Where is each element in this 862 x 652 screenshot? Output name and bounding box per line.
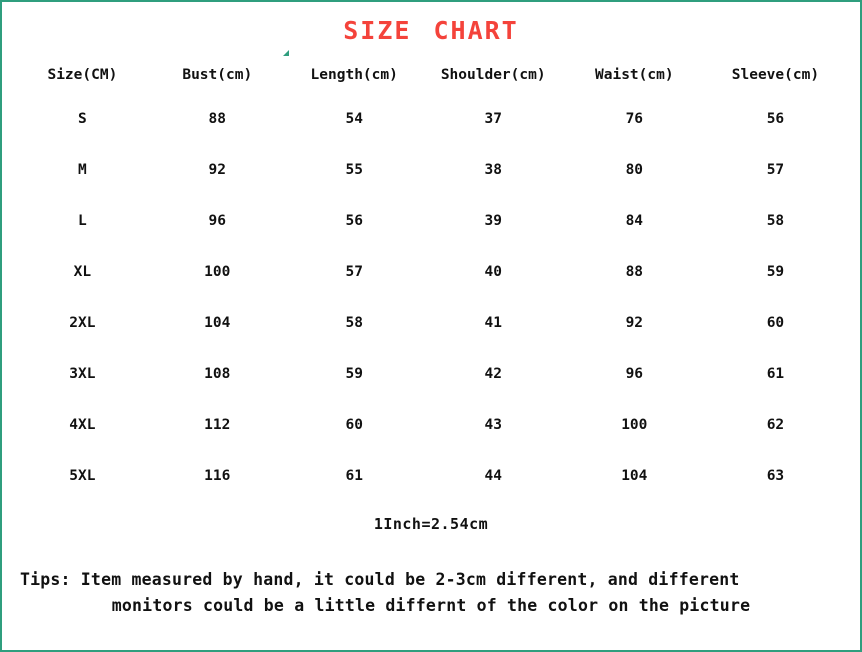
cell-bust: 92 <box>208 161 226 178</box>
inch-conversion-note: 1Inch=2.54cm <box>373 515 489 533</box>
cell-length: 56 <box>345 212 363 229</box>
cell-size: M <box>78 161 87 178</box>
cell-bust: 100 <box>204 263 231 280</box>
cell-size: 2XL <box>69 314 96 331</box>
cell-bust: 112 <box>204 416 231 433</box>
cell-size: S <box>78 110 87 127</box>
cell-bust: 88 <box>208 110 226 127</box>
cell-bust: 104 <box>204 314 231 331</box>
cell-length: 55 <box>345 161 363 178</box>
column-header-shoulder: Shoulder(cm) <box>440 67 546 83</box>
table-row <box>16 348 846 399</box>
cell-length: 58 <box>345 314 363 331</box>
table-row <box>16 297 846 348</box>
cell-waist: 96 <box>625 365 644 382</box>
cell-shoulder: 44 <box>484 467 502 484</box>
cell-waist: 76 <box>625 110 644 127</box>
cell-sleeve: 62 <box>766 416 785 433</box>
cell-waist: 84 <box>625 212 644 229</box>
cell-bust: 108 <box>204 365 231 382</box>
cell-shoulder: 38 <box>484 161 502 178</box>
table-row <box>16 93 846 144</box>
cell-shoulder: 39 <box>484 212 502 229</box>
table-row <box>16 450 846 501</box>
cell-length: 59 <box>345 365 363 382</box>
cell-bust: 116 <box>204 467 231 484</box>
table-row <box>16 195 846 246</box>
cell-size: L <box>78 212 87 229</box>
cell-waist: 92 <box>625 314 644 331</box>
tips-line-1: Tips: Item measured by hand, it could be 2-3cm different, and different <box>20 570 740 589</box>
tips-line-2: monitors could be a little differnt of the color on the picture <box>111 596 751 615</box>
cell-sleeve: 59 <box>766 263 785 280</box>
cell-sleeve: 61 <box>766 365 785 382</box>
cell-length: 57 <box>345 263 363 280</box>
column-header-size: Size(CM) <box>47 67 118 83</box>
size-chart-table <box>16 61 846 501</box>
cell-length: 60 <box>345 416 363 433</box>
cell-length: 54 <box>345 110 363 127</box>
cell-size: 5XL <box>69 467 96 484</box>
cell-size: 4XL <box>69 416 96 433</box>
cell-bust: 96 <box>208 212 226 229</box>
tips-block <box>20 567 842 619</box>
table-header-row <box>16 61 846 93</box>
page-title-part1: SIZE <box>343 16 412 45</box>
cell-sleeve: 57 <box>766 161 785 178</box>
cell-sleeve: 56 <box>766 110 785 127</box>
column-header-sleeve: Sleeve(cm) <box>731 67 820 83</box>
table-row <box>16 246 846 297</box>
cell-waist: 88 <box>625 263 644 280</box>
page-title <box>2 16 860 45</box>
table-row <box>16 399 846 450</box>
cell-waist: 100 <box>621 416 648 433</box>
column-header-length: Length(cm) <box>310 67 398 83</box>
cell-shoulder: 41 <box>484 314 502 331</box>
cell-shoulder: 40 <box>484 263 502 280</box>
cell-sleeve: 58 <box>766 212 785 229</box>
page-title-part2: CHART <box>433 16 519 45</box>
cell-sleeve: 63 <box>766 467 785 484</box>
cell-shoulder: 37 <box>484 110 502 127</box>
cell-shoulder: 43 <box>484 416 502 433</box>
column-header-waist: Waist(cm) <box>595 67 674 83</box>
cell-waist: 80 <box>625 161 644 178</box>
cell-length: 61 <box>345 467 363 484</box>
cell-shoulder: 42 <box>484 365 502 382</box>
table-row <box>16 144 846 195</box>
cell-sleeve: 60 <box>766 314 785 331</box>
corner-marker-icon <box>283 50 289 56</box>
cell-size: XL <box>73 263 92 280</box>
cell-size: 3XL <box>69 365 96 382</box>
cell-waist: 104 <box>621 467 648 484</box>
column-header-bust: Bust(cm) <box>182 67 253 83</box>
